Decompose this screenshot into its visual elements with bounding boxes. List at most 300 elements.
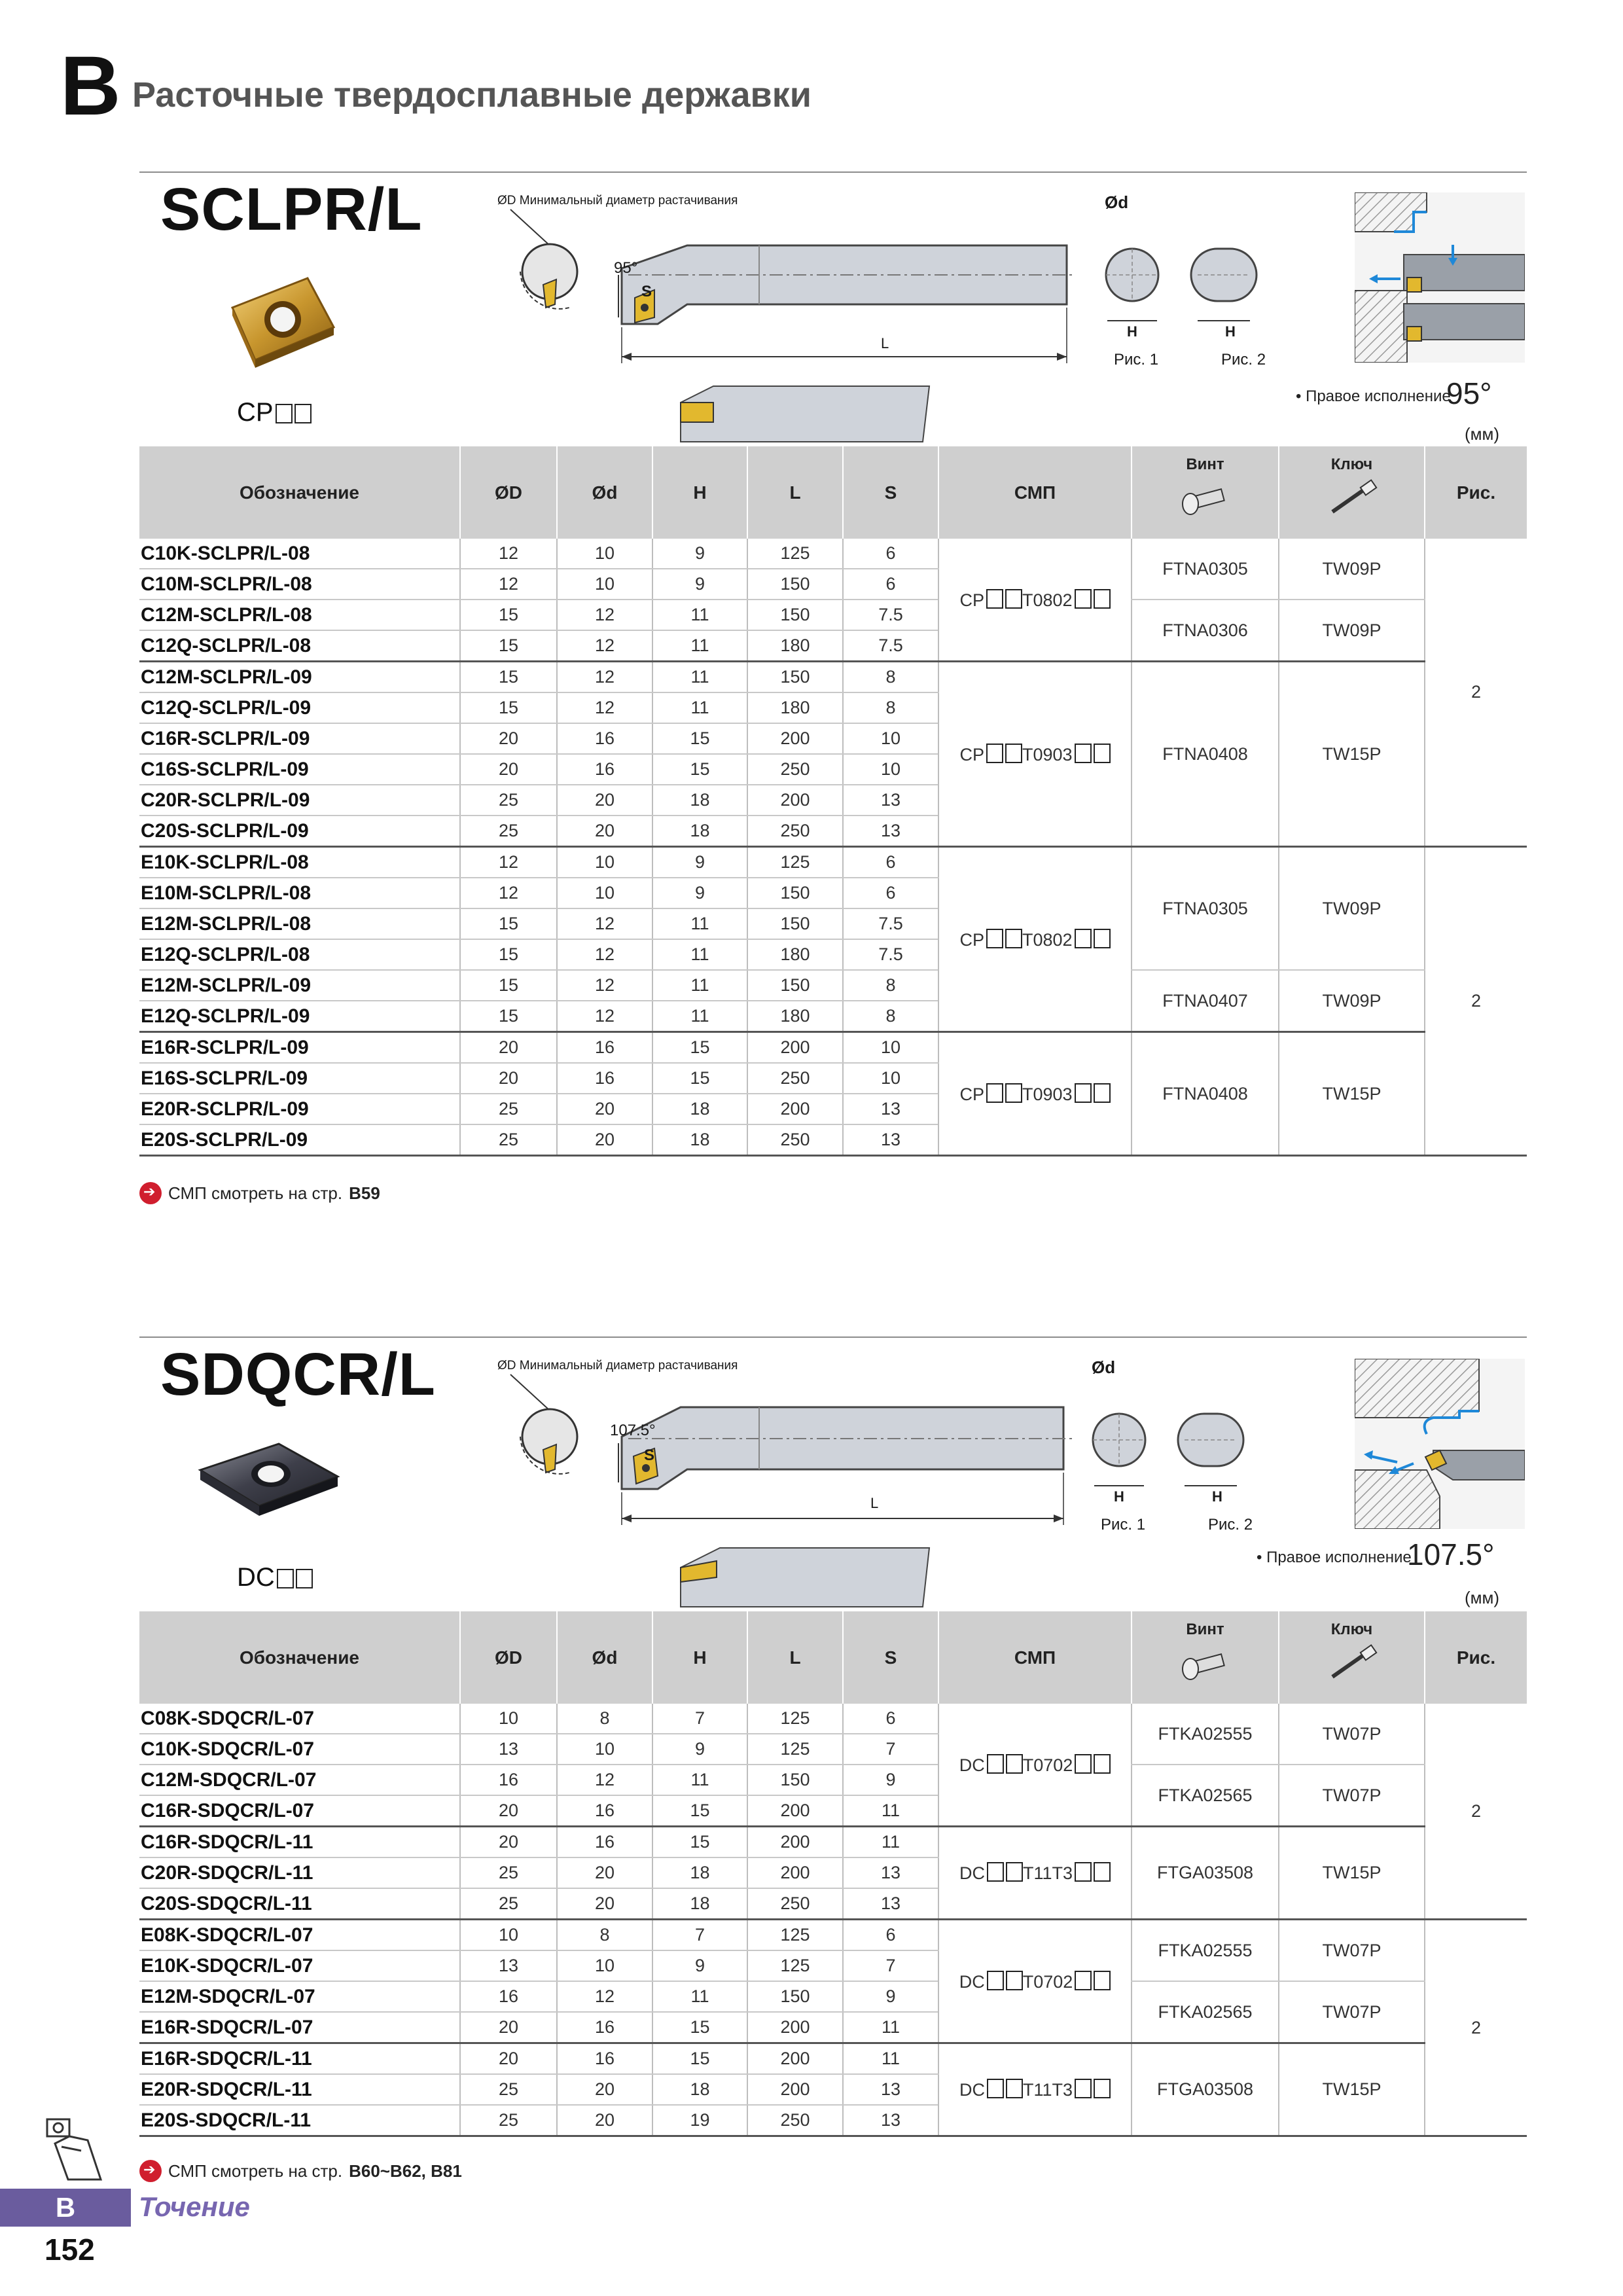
S-cell: 13 xyxy=(843,2105,938,2136)
L-cell: 200 xyxy=(747,1094,843,1124)
key-cell: TW09P xyxy=(1279,539,1425,600)
designation-cell: C10K-SDQCR/L-07 xyxy=(139,1734,460,1765)
page-number: 152 xyxy=(45,2233,95,2267)
L-cell: 180 xyxy=(747,939,843,970)
sclp-holder-drawing xyxy=(497,206,1086,455)
d-cell: 16 xyxy=(557,754,652,785)
d-dim-label: Ød xyxy=(1105,192,1129,212)
fig1-label: Рис. 1 xyxy=(1114,351,1159,368)
designation-cell: C12M-SCLPR/L-09 xyxy=(139,662,460,693)
designation-cell: C20S-SCLPR/L-09 xyxy=(139,816,460,847)
sdqcr-spec-table xyxy=(139,1611,1527,2137)
insert-prefix: DC xyxy=(959,2080,985,2100)
L-cell: 150 xyxy=(747,878,843,908)
insert-prefix: DC xyxy=(237,1563,275,1592)
H-cell: 15 xyxy=(652,2043,747,2075)
D-cell: 15 xyxy=(460,908,557,939)
key-cell: TW09P xyxy=(1279,600,1425,662)
d-cell: 16 xyxy=(557,1063,652,1094)
d-cell: 20 xyxy=(557,1888,652,1920)
col-d: Ød xyxy=(557,446,652,539)
H-cell: 9 xyxy=(652,847,747,878)
col-key xyxy=(1279,446,1425,539)
L-cell: 200 xyxy=(747,1032,843,1064)
d-cell: 20 xyxy=(557,1094,652,1124)
designation-cell: E12M-SCLPR/L-08 xyxy=(139,908,460,939)
H-cell: 18 xyxy=(652,816,747,847)
S-cell: 11 xyxy=(843,2012,938,2043)
insert-type-label xyxy=(237,398,312,427)
insert-grade: T0702 xyxy=(1022,1755,1073,1775)
d-cell: 12 xyxy=(557,600,652,630)
insert-reference-note xyxy=(139,1182,380,1204)
insert-grade: T11T3 xyxy=(1022,2080,1073,2100)
insert-grade: T0903 xyxy=(1022,1084,1073,1104)
insert-reference-note xyxy=(139,2160,462,2182)
d-cell: 16 xyxy=(557,2012,652,2043)
insert-prefix: CP xyxy=(959,590,984,610)
screw-icon xyxy=(1176,1644,1235,1683)
designation-cell: C12Q-SCLPR/L-08 xyxy=(139,630,460,662)
designation-cell: E10K-SDQCR/L-07 xyxy=(139,1950,460,1981)
d-cell: 10 xyxy=(557,569,652,600)
screw-cell: FTKA02555 xyxy=(1132,1920,1279,1982)
D-cell: 20 xyxy=(460,2012,557,2043)
d-cell: 20 xyxy=(557,2074,652,2105)
H-cell: 9 xyxy=(652,1950,747,1981)
D-cell: 15 xyxy=(460,662,557,693)
H-cell: 11 xyxy=(652,908,747,939)
unit-label: (мм) xyxy=(1465,1588,1500,1607)
L-cell: 250 xyxy=(747,1888,843,1920)
designation-cell: E20S-SDQCR/L-11 xyxy=(139,2105,460,2136)
d-cell: 20 xyxy=(557,785,652,816)
insert-grade: T0802 xyxy=(1022,929,1073,950)
application-diagram xyxy=(1355,192,1525,363)
key-cell: TW15P xyxy=(1279,1827,1425,1920)
L-cell: 200 xyxy=(747,1857,843,1888)
col-key-label: Ключ xyxy=(1330,1621,1373,1638)
D-cell: 15 xyxy=(460,970,557,1001)
S-cell: 7 xyxy=(843,1950,938,1981)
col-screw xyxy=(1132,446,1279,539)
turning-tool-icon xyxy=(42,2114,105,2186)
d-cell: 12 xyxy=(557,1981,652,2012)
L-cell: 125 xyxy=(747,1950,843,1981)
H-cell: 15 xyxy=(652,1795,747,1827)
designation-cell: C20R-SCLPR/L-09 xyxy=(139,785,460,816)
S-cell: 7.5 xyxy=(843,600,938,630)
h-label-fig1: H xyxy=(1127,323,1137,340)
S-cell: 6 xyxy=(843,1920,938,1951)
designation-cell: E12Q-SCLPR/L-08 xyxy=(139,939,460,970)
S-cell: 10 xyxy=(843,754,938,785)
S-cell: 9 xyxy=(843,1765,938,1795)
L-cell: 125 xyxy=(747,539,843,569)
d-cell: 12 xyxy=(557,908,652,939)
l-dim-label: L xyxy=(881,335,889,351)
key-cell: TW15P xyxy=(1279,2043,1425,2136)
H-cell: 15 xyxy=(652,1063,747,1094)
S-cell: 8 xyxy=(843,1001,938,1032)
D-cell: 12 xyxy=(460,569,557,600)
sclpr-spec-table xyxy=(139,446,1527,1157)
D-cell: 20 xyxy=(460,723,557,754)
col-fig: Рис. xyxy=(1425,446,1527,539)
D-cell: 10 xyxy=(460,1920,557,1951)
H-cell: 11 xyxy=(652,600,747,630)
D-cell: 13 xyxy=(460,1734,557,1765)
d-cell: 16 xyxy=(557,1032,652,1064)
designation-cell: C20S-SDQCR/L-11 xyxy=(139,1888,460,1920)
S-cell: 6 xyxy=(843,847,938,878)
L-cell: 150 xyxy=(747,908,843,939)
D-cell: 15 xyxy=(460,939,557,970)
L-cell: 150 xyxy=(747,662,843,693)
S-cell: 6 xyxy=(843,1704,938,1734)
H-cell: 18 xyxy=(652,1888,747,1920)
insert-grade: T11T3 xyxy=(1022,1863,1073,1883)
D-cell: 12 xyxy=(460,878,557,908)
H-cell: 11 xyxy=(652,1001,747,1032)
lead-angle: 95° xyxy=(1446,376,1492,410)
S-cell: 6 xyxy=(843,569,938,600)
cp-insert-image xyxy=(209,262,347,380)
S-cell: 8 xyxy=(843,692,938,723)
designation-cell: E10K-SCLPR/L-08 xyxy=(139,847,460,878)
fig-cell: 2 xyxy=(1425,1920,1527,2136)
H-cell: 15 xyxy=(652,2012,747,2043)
screw-cell: FTNA0305 xyxy=(1132,847,1279,971)
col-L: L xyxy=(747,1611,843,1704)
screw-cell: FTGA03508 xyxy=(1132,1827,1279,1920)
S-cell: 13 xyxy=(843,816,938,847)
d-cell: 10 xyxy=(557,1950,652,1981)
H-cell: 18 xyxy=(652,2074,747,2105)
H-cell: 11 xyxy=(652,662,747,693)
col-L: L xyxy=(747,446,843,539)
dc-insert-image xyxy=(194,1431,344,1529)
col-S: S xyxy=(843,446,938,539)
arrow-circle-icon xyxy=(139,2160,162,2182)
screw-cell: FTKA02565 xyxy=(1132,1765,1279,1827)
col-D: ØD xyxy=(460,1611,557,1704)
min-bore-label: ØD Минимальный диаметр растачивания xyxy=(497,194,738,207)
S-cell: 13 xyxy=(843,1888,938,1920)
key-icon xyxy=(1323,1644,1382,1683)
D-cell: 20 xyxy=(460,1063,557,1094)
arrow-circle-icon xyxy=(139,1182,162,1204)
designation-cell: C12M-SDQCR/L-07 xyxy=(139,1765,460,1795)
designation-cell: C12Q-SCLPR/L-09 xyxy=(139,692,460,723)
fig-cell: 2 xyxy=(1425,1704,1527,1920)
right-hand-note: • Правое исполнение xyxy=(1296,387,1451,405)
designation-cell: E20S-SCLPR/L-09 xyxy=(139,1124,460,1156)
H-cell: 9 xyxy=(652,569,747,600)
H-cell: 7 xyxy=(652,1920,747,1951)
insert-prefix: CP xyxy=(959,744,984,764)
col-S: S xyxy=(843,1611,938,1704)
D-cell: 25 xyxy=(460,1124,557,1156)
L-cell: 180 xyxy=(747,1001,843,1032)
key-cell: TW15P xyxy=(1279,662,1425,847)
insert-cell xyxy=(938,1032,1132,1156)
D-cell: 12 xyxy=(460,539,557,569)
screw-cell: FTKA02555 xyxy=(1132,1704,1279,1765)
fig-cell: 2 xyxy=(1425,847,1527,1156)
S-cell: 11 xyxy=(843,1795,938,1827)
col-designation: Обозначение xyxy=(139,446,460,539)
note-text: СМП смотреть на стр. xyxy=(168,2161,343,2181)
d-dim-label: Ød xyxy=(1092,1357,1116,1377)
L-cell: 200 xyxy=(747,2012,843,2043)
page-title: Расточные твердосплавные державки xyxy=(132,75,812,115)
screw-cell: FTNA0408 xyxy=(1132,662,1279,847)
L-cell: 200 xyxy=(747,785,843,816)
key-cell: TW15P xyxy=(1279,1032,1425,1156)
note-page-ref: B60~B62, B81 xyxy=(349,2161,462,2181)
designation-cell: E16R-SDQCR/L-11 xyxy=(139,2043,460,2075)
designation-cell: E16R-SDQCR/L-07 xyxy=(139,2012,460,2043)
d-cell: 16 xyxy=(557,723,652,754)
D-cell: 16 xyxy=(460,1765,557,1795)
h-label-fig1: H xyxy=(1114,1488,1124,1505)
insert-cell xyxy=(938,662,1132,847)
col-insert: СМП xyxy=(938,1611,1132,1704)
L-cell: 250 xyxy=(747,1124,843,1156)
D-cell: 20 xyxy=(460,754,557,785)
insert-cell xyxy=(938,847,1132,1032)
S-cell: 7 xyxy=(843,1734,938,1765)
insert-cell xyxy=(938,539,1132,662)
designation-cell: E12Q-SCLPR/L-09 xyxy=(139,1001,460,1032)
S-cell: 13 xyxy=(843,785,938,816)
D-cell: 15 xyxy=(460,630,557,662)
H-cell: 11 xyxy=(652,1765,747,1795)
L-cell: 200 xyxy=(747,1795,843,1827)
designation-cell: C12M-SCLPR/L-08 xyxy=(139,600,460,630)
screw-cell: FTGA03508 xyxy=(1132,2043,1279,2136)
D-cell: 25 xyxy=(460,785,557,816)
L-cell: 200 xyxy=(747,2074,843,2105)
designation-cell: C20R-SDQCR/L-11 xyxy=(139,1857,460,1888)
key-cell: TW07P xyxy=(1279,1981,1425,2043)
L-cell: 150 xyxy=(747,970,843,1001)
col-key xyxy=(1279,1611,1425,1704)
D-cell: 25 xyxy=(460,2074,557,2105)
min-bore-label: ØD Минимальный диаметр растачивания xyxy=(497,1359,738,1372)
d-cell: 10 xyxy=(557,847,652,878)
S-cell: 10 xyxy=(843,1063,938,1094)
col-insert: СМП xyxy=(938,446,1132,539)
S-cell: 7.5 xyxy=(843,908,938,939)
insert-cell xyxy=(938,1827,1132,1920)
section-divider xyxy=(139,1336,1527,1338)
H-cell: 9 xyxy=(652,1734,747,1765)
designation-cell: C16R-SDQCR/L-11 xyxy=(139,1827,460,1858)
L-cell: 150 xyxy=(747,569,843,600)
insert-prefix: CP xyxy=(959,929,984,950)
series-title: SCLPR/L xyxy=(160,176,423,243)
key-icon xyxy=(1323,479,1382,518)
designation-cell: E16R-SCLPR/L-09 xyxy=(139,1032,460,1064)
insert-grade: T0802 xyxy=(1022,590,1073,610)
D-cell: 10 xyxy=(460,1704,557,1734)
col-screw-label: Винт xyxy=(1186,1621,1224,1638)
S-cell: 13 xyxy=(843,1857,938,1888)
H-cell: 9 xyxy=(652,878,747,908)
insert-cell xyxy=(938,2043,1132,2136)
d-cell: 12 xyxy=(557,1001,652,1032)
section-tab: B xyxy=(0,2189,131,2227)
page-section-letter: B xyxy=(60,39,121,133)
L-cell: 150 xyxy=(747,1981,843,2012)
H-cell: 11 xyxy=(652,630,747,662)
D-cell: 20 xyxy=(460,1032,557,1064)
designation-cell: E12M-SCLPR/L-09 xyxy=(139,970,460,1001)
d-cell: 10 xyxy=(557,878,652,908)
fig2-label: Рис. 2 xyxy=(1208,1516,1253,1534)
H-cell: 15 xyxy=(652,1827,747,1858)
S-cell: 8 xyxy=(843,970,938,1001)
H-cell: 18 xyxy=(652,1857,747,1888)
H-cell: 11 xyxy=(652,692,747,723)
angle-small-label: 107.5° xyxy=(610,1422,656,1439)
sdqc-holder-drawing xyxy=(497,1371,1086,1620)
L-cell: 125 xyxy=(747,847,843,878)
fig2-label: Рис. 2 xyxy=(1221,351,1266,368)
S-cell: 10 xyxy=(843,1032,938,1064)
insert-cell xyxy=(938,1920,1132,2043)
insert-prefix: CP xyxy=(959,1084,984,1104)
col-d: Ød xyxy=(557,1611,652,1704)
d-cell: 10 xyxy=(557,539,652,569)
insert-prefix: DC xyxy=(959,1755,985,1775)
key-cell: TW07P xyxy=(1279,1704,1425,1765)
s-dim-label: S xyxy=(644,1446,655,1464)
D-cell: 20 xyxy=(460,2043,557,2075)
S-cell: 7.5 xyxy=(843,939,938,970)
cross-section-figs xyxy=(1086,1381,1257,1512)
S-cell: 9 xyxy=(843,1981,938,2012)
insert-prefix: DC xyxy=(959,1863,985,1883)
d-cell: 12 xyxy=(557,630,652,662)
L-cell: 150 xyxy=(747,600,843,630)
h-label-fig2: H xyxy=(1212,1488,1222,1505)
S-cell: 10 xyxy=(843,723,938,754)
key-cell: TW07P xyxy=(1279,1765,1425,1827)
screw-cell: FTNA0305 xyxy=(1132,539,1279,600)
screw-cell: FTNA0306 xyxy=(1132,600,1279,662)
S-cell: 6 xyxy=(843,539,938,569)
key-cell: TW09P xyxy=(1279,847,1425,971)
D-cell: 20 xyxy=(460,1827,557,1858)
H-cell: 11 xyxy=(652,939,747,970)
H-cell: 11 xyxy=(652,970,747,1001)
screw-cell: FTKA02565 xyxy=(1132,1981,1279,2043)
d-cell: 20 xyxy=(557,1857,652,1888)
H-cell: 11 xyxy=(652,1981,747,2012)
L-cell: 200 xyxy=(747,2043,843,2075)
D-cell: 15 xyxy=(460,1001,557,1032)
L-cell: 180 xyxy=(747,630,843,662)
D-cell: 25 xyxy=(460,816,557,847)
col-key-label: Ключ xyxy=(1330,456,1373,473)
screw-cell: FTNA0407 xyxy=(1132,970,1279,1032)
L-cell: 125 xyxy=(747,1920,843,1951)
d-cell: 8 xyxy=(557,1920,652,1951)
d-cell: 20 xyxy=(557,2105,652,2136)
angle-small-label: 95° xyxy=(614,259,638,277)
designation-cell: C16S-SCLPR/L-09 xyxy=(139,754,460,785)
col-fig: Рис. xyxy=(1425,1611,1527,1704)
screw-icon xyxy=(1176,479,1235,518)
fig1-label: Рис. 1 xyxy=(1101,1516,1146,1534)
d-cell: 12 xyxy=(557,939,652,970)
key-cell: TW07P xyxy=(1279,1920,1425,1982)
insert-grade: T0702 xyxy=(1022,1971,1073,1992)
L-cell: 250 xyxy=(747,754,843,785)
S-cell: 8 xyxy=(843,662,938,693)
col-designation: Обозначение xyxy=(139,1611,460,1704)
H-cell: 18 xyxy=(652,1124,747,1156)
D-cell: 13 xyxy=(460,1950,557,1981)
col-D: ØD xyxy=(460,446,557,539)
designation-cell: C16R-SDQCR/L-07 xyxy=(139,1795,460,1827)
D-cell: 20 xyxy=(460,1795,557,1827)
h-label-fig2: H xyxy=(1225,323,1236,340)
insert-type-label xyxy=(237,1563,313,1592)
L-cell: 200 xyxy=(747,723,843,754)
section-tab-label: Точение xyxy=(139,2191,250,2222)
S-cell: 6 xyxy=(843,878,938,908)
s-dim-label: S xyxy=(641,283,652,300)
d-cell: 12 xyxy=(557,970,652,1001)
designation-cell: C10K-SCLPR/L-08 xyxy=(139,539,460,569)
unit-label: (мм) xyxy=(1465,424,1500,444)
d-cell: 10 xyxy=(557,1734,652,1765)
S-cell: 11 xyxy=(843,1827,938,1858)
cross-section-figs xyxy=(1099,216,1270,347)
L-cell: 180 xyxy=(747,692,843,723)
col-H: H xyxy=(652,1611,747,1704)
H-cell: 9 xyxy=(652,539,747,569)
note-page-ref: B59 xyxy=(349,1183,380,1203)
S-cell: 13 xyxy=(843,1124,938,1156)
S-cell: 13 xyxy=(843,2074,938,2105)
l-dim-label: L xyxy=(870,1495,879,1511)
D-cell: 12 xyxy=(460,847,557,878)
designation-cell: E20R-SDQCR/L-11 xyxy=(139,2074,460,2105)
L-cell: 250 xyxy=(747,816,843,847)
L-cell: 125 xyxy=(747,1704,843,1734)
S-cell: 13 xyxy=(843,1094,938,1124)
L-cell: 125 xyxy=(747,1734,843,1765)
d-cell: 20 xyxy=(557,1124,652,1156)
S-cell: 11 xyxy=(843,2043,938,2075)
designation-cell: C16R-SCLPR/L-09 xyxy=(139,723,460,754)
D-cell: 25 xyxy=(460,1857,557,1888)
section-divider xyxy=(139,171,1527,173)
insert-prefix: CP xyxy=(237,398,274,427)
insert-grade: T0903 xyxy=(1022,744,1073,764)
H-cell: 7 xyxy=(652,1704,747,1734)
col-screw xyxy=(1132,1611,1279,1704)
designation-cell: E16S-SCLPR/L-09 xyxy=(139,1063,460,1094)
d-cell: 16 xyxy=(557,1795,652,1827)
col-screw-label: Винт xyxy=(1186,456,1224,473)
application-diagram xyxy=(1355,1359,1525,1529)
